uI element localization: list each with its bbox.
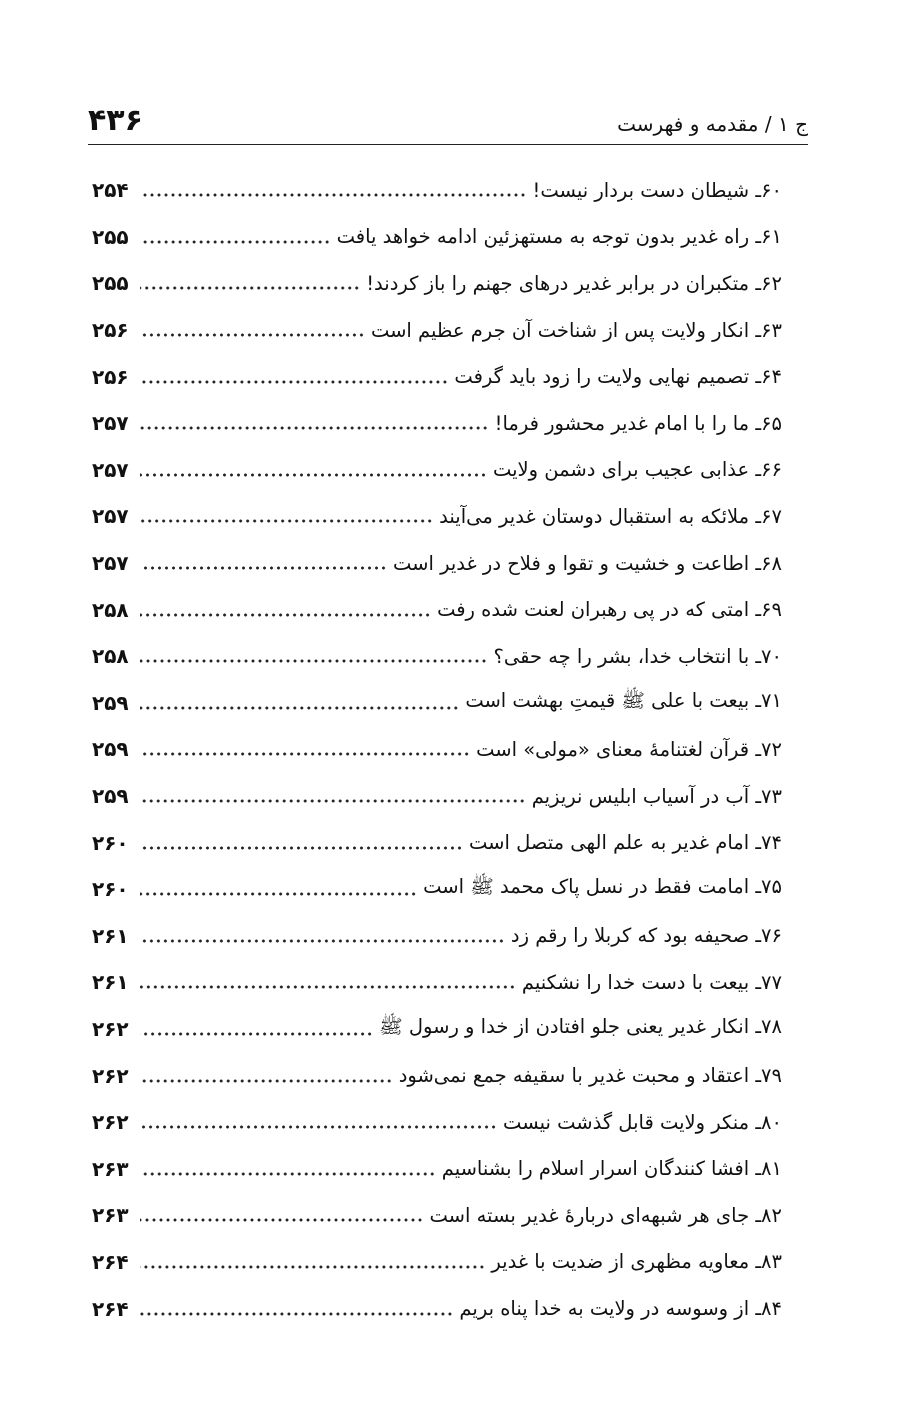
toc-entry-title: ۶۴ـ تصمیم نهایی ولایت را زود باید گرفت — [454, 365, 782, 389]
toc-entry — [92, 726, 782, 773]
toc-entry-title: ۷۹ـ اعتقاد و محبت غدیر با سقیفه جمع نمی‌شود — [398, 1064, 782, 1088]
toc-entry-title: ۶۳ـ انکار ولایت پس از شناخت آن جرم عظیم است — [370, 318, 782, 342]
toc-entry — [92, 493, 782, 540]
running-head: ج ۱ / مقدمه و فهرست — [617, 112, 808, 136]
dot-leader — [140, 519, 433, 523]
toc-entry — [92, 680, 782, 727]
toc-entry-page-number: ۲۶۰ — [92, 877, 129, 902]
dot-leader — [140, 752, 470, 756]
toc-entry-title: ۷۶ـ صحیفه بود که کربلا را رقم زد — [510, 924, 782, 948]
toc-entry-title: ۶۹ـ امتی که در پی رهبران لعنت شده رفت — [437, 598, 782, 622]
dot-leader — [140, 659, 488, 663]
toc-entry — [92, 307, 782, 354]
toc-entry — [92, 633, 782, 680]
dot-leader — [140, 1218, 424, 1222]
toc-entry-title: ۷۴ـ امام غدیر به علم الهی متصل است — [468, 831, 782, 855]
toc-entry-title: ۶۲ـ متکبران در برابر غدیر درهای جهنم را باز کردند! — [366, 271, 782, 295]
toc-entry — [92, 353, 782, 400]
toc-entry — [92, 959, 782, 1006]
toc-entry-page-number: ۲۶۴ — [92, 1296, 129, 1321]
toc-entry-page-number: ۲۵۷ — [92, 411, 129, 436]
toc-entry-page-number: ۲۶۰ — [92, 830, 129, 855]
toc-entry-title: ۸۲ـ جای هر شبهه‌ای دربارهٔ غدیر بسته است — [429, 1203, 782, 1227]
toc-entry-page-number: ۲۶۲ — [92, 1063, 129, 1088]
dot-leader — [140, 985, 516, 989]
dot-leader — [140, 333, 365, 337]
toc-entry-page-number: ۲۶۳ — [92, 1203, 129, 1228]
toc-entry — [92, 1145, 782, 1192]
toc-entry — [92, 1285, 782, 1332]
toc-entry-title: ۷۵ـ امامت فقط در نسل پاک محمد ﷺ است — [423, 875, 782, 899]
toc-entry-page-number: ۲۵۶ — [92, 364, 129, 389]
toc-entry — [92, 586, 782, 633]
toc-entry-title: ۷۳ـ آب در آسیاب ابلیس نریزیم — [531, 784, 782, 808]
toc-entry-title: ۷۱ـ بیعت با علی ﷺ قیمتِ بهشت است — [465, 688, 782, 712]
toc-entry-title: ۸۱ـ افشا کنندگان اسرار اسلام را بشناسیم — [441, 1157, 782, 1181]
toc-entry-page-number: ۲۶۱ — [92, 923, 129, 948]
toc-entry-page-number: ۲۵۷ — [92, 504, 129, 529]
dot-leader — [140, 286, 360, 290]
dot-leader — [140, 426, 489, 430]
toc-entry-title: ۶۵ـ ما را با امام غدیر محشور فرما! — [494, 411, 782, 435]
toc-entry-page-number: ۲۶۳ — [92, 1156, 129, 1181]
toc-entry — [92, 167, 782, 214]
toc-entry-title: ۶۸ـ اطاعت و خشیت و تقوا و فلاح در غدیر است — [393, 551, 782, 575]
table-of-contents — [92, 167, 782, 1332]
toc-entry-page-number: ۲۵۴ — [92, 178, 129, 203]
toc-entry-title: ۶۷ـ ملائکه به استقبال دوستان غدیر می‌آیند — [439, 504, 782, 528]
toc-entry-title: ۷۰ـ با انتخاب خدا، بشر را چه حقی؟ — [493, 644, 782, 668]
toc-entry — [92, 1006, 782, 1053]
toc-entry-title: ۶۰ـ شیطان دست بردار نیست! — [532, 178, 782, 202]
toc-entry-page-number: ۲۵۸ — [92, 644, 129, 669]
toc-entry-page-number: ۲۶۲ — [92, 1110, 129, 1135]
toc-entry-page-number: ۲۵۷ — [92, 551, 129, 576]
toc-entry — [92, 773, 782, 820]
toc-entry — [92, 1052, 782, 1099]
toc-entry-title: ۷۷ـ بیعت با دست خدا را نشکنیم — [521, 970, 782, 994]
toc-entry-page-number: ۲۵۹ — [92, 690, 129, 715]
dot-leader — [140, 473, 487, 477]
dot-leader — [140, 566, 387, 570]
dot-leader — [140, 892, 417, 896]
toc-entry — [92, 819, 782, 866]
toc-entry-page-number: ۲۶۲ — [92, 1016, 129, 1041]
toc-entry-page-number: ۲۶۴ — [92, 1249, 129, 1274]
toc-entry-page-number: ۲۵۹ — [92, 737, 129, 762]
toc-entry-title: ۸۳ـ معاویه مظهری از ضدیت با غدیر — [491, 1250, 782, 1274]
toc-entry — [92, 447, 782, 494]
dot-leader — [140, 846, 463, 850]
dot-leader — [140, 380, 448, 384]
dot-leader — [140, 1125, 497, 1129]
toc-entry-page-number: ۲۵۷ — [92, 457, 129, 482]
toc-entry — [92, 214, 782, 261]
toc-entry-title: ۸۴ـ از وسوسه در ولایت به خدا پناه بریم — [459, 1297, 782, 1321]
toc-entry-page-number: ۲۶۱ — [92, 970, 129, 995]
toc-entry-title: ۷۸ـ انکار غدیر یعنی جلو افتادن از خدا و رسول ﷺ — [379, 1014, 782, 1038]
toc-entry-title: ۶۶ـ عذابی عجیب برای دشمن ولایت — [492, 458, 782, 482]
dot-leader — [140, 706, 459, 710]
toc-entry — [92, 540, 782, 587]
toc-entry-page-number: ۲۵۹ — [92, 784, 129, 809]
toc-entry — [92, 913, 782, 960]
toc-entry — [92, 866, 782, 913]
toc-entry-page-number: ۲۵۶ — [92, 318, 129, 343]
dot-leader — [140, 799, 526, 803]
toc-entry — [92, 400, 782, 447]
toc-entry — [92, 260, 782, 307]
toc-entry-page-number: ۲۵۵ — [92, 271, 129, 296]
toc-entry-title: ۸۰ـ منکر ولایت قابل گذشت نیست — [503, 1110, 782, 1134]
dot-leader — [140, 1172, 436, 1176]
page-number: ۴۳۶ — [88, 103, 143, 138]
toc-entry-title: ۶۱ـ راه غدیر بدون توجه به مستهزئین ادامه خواهد یافت — [336, 225, 782, 249]
toc-entry-title: ۷۲ـ قرآن لغتنامهٔ معنای «مولی» است — [476, 737, 782, 761]
dot-leader — [140, 1079, 393, 1083]
dot-leader — [140, 939, 505, 943]
dot-leader — [140, 1312, 453, 1316]
toc-entry — [92, 1192, 782, 1239]
page-header — [88, 96, 808, 145]
dot-leader — [140, 193, 527, 197]
toc-entry — [92, 1099, 782, 1146]
dot-leader — [140, 613, 431, 617]
toc-entry-page-number: ۲۵۵ — [92, 224, 129, 249]
toc-entry-page-number: ۲۵۸ — [92, 597, 129, 622]
toc-entry — [92, 1239, 782, 1286]
dot-leader — [140, 240, 331, 244]
dot-leader — [140, 1265, 485, 1269]
dot-leader — [140, 1032, 373, 1036]
